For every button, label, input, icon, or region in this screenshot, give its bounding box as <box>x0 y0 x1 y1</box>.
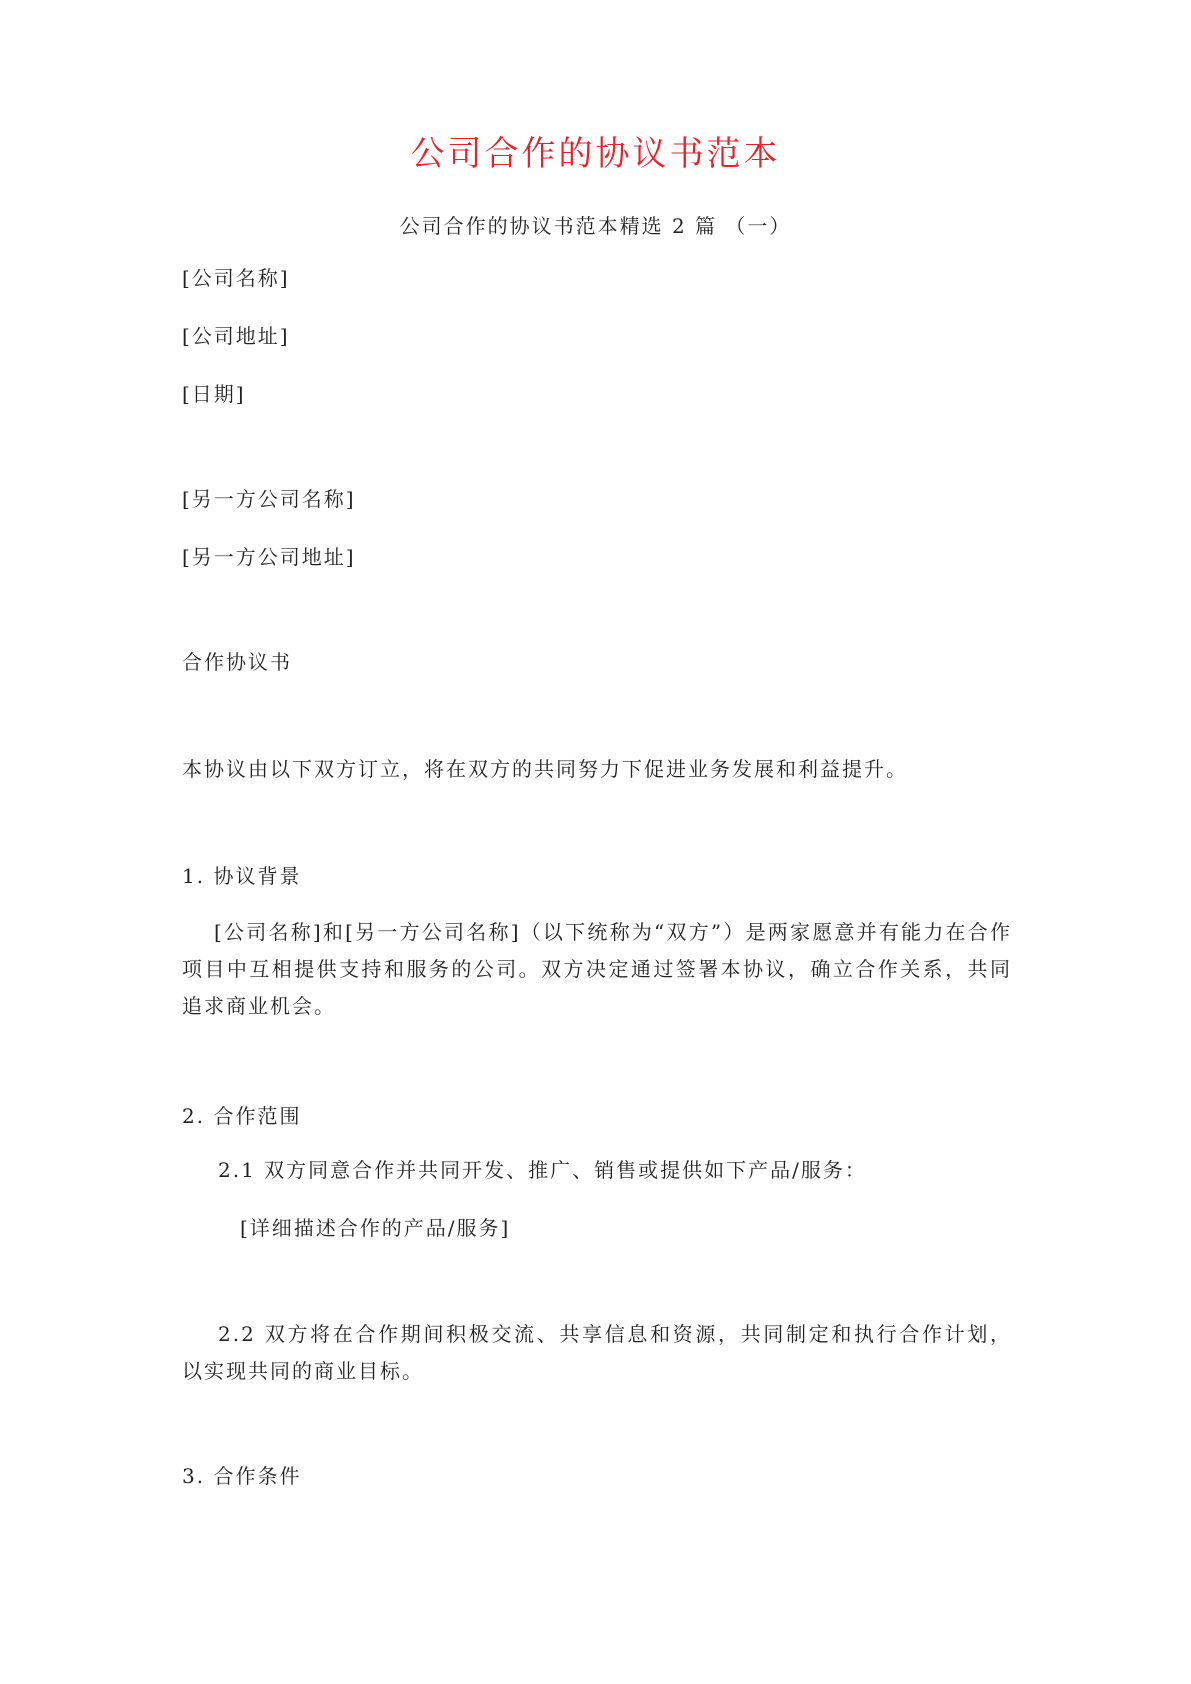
other-company-address-line: [另一方公司地址] <box>182 545 356 569</box>
agreement-title: 合作协议书 <box>182 650 292 674</box>
section-2-item-1-detail: [详细描述合作的产品/服务] <box>240 1216 511 1240</box>
section-2-item-1: 2.1 双方同意合作并共同开发、推广、销售或提供如下产品/服务： <box>218 1158 867 1182</box>
document-subtitle: 公司合作的协议书范本精选 2 篇 （一） <box>399 214 792 238</box>
section-2-item-2: 2.2 双方将在合作期间积极交流、共享信息和资源，共同制定和执行合作计划，以实现共同的商业目标。 <box>182 1322 1012 1383</box>
company-name-line: [公司名称] <box>182 266 290 290</box>
other-company-name-line: [另一方公司名称] <box>182 487 356 511</box>
intro-paragraph: 本协议由以下双方订立，将在双方的共同努力下促进业务发展和利益提升。 <box>182 757 908 781</box>
section-1-body: [公司名称]和[另一方公司名称]（以下统称为“双方”）是两家愿意并有能力在合作项目中互相提供支持和服务的公司。双方决定通过签署本协议，确立合作关系，共同追求商业机会。 <box>182 920 1012 1018</box>
section-1-heading: 1. 协议背景 <box>182 864 302 888</box>
section-3-heading: 3. 合作条件 <box>182 1464 302 1488</box>
section-2-heading: 2. 合作范围 <box>182 1104 302 1128</box>
date-line: [日期] <box>182 382 246 406</box>
company-address-line: [公司地址] <box>182 324 290 348</box>
document-title: 公司合作的协议书范本 <box>410 134 781 174</box>
